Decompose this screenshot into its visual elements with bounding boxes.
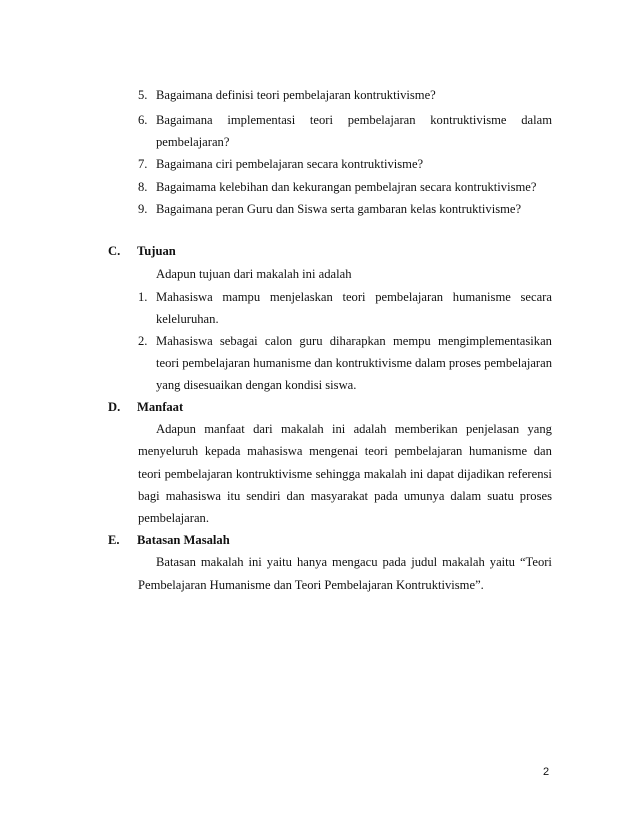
c-item-1-cont: keleluruhan.: [156, 312, 219, 326]
word: pembelajaran: [375, 290, 444, 304]
section-c-intro: Adapun tujuan dari makalah ini adalah: [156, 267, 352, 281]
list-item-9-number: 9.: [138, 202, 148, 216]
word: makalah: [363, 467, 407, 481]
section-d-label: D.: [108, 400, 121, 414]
word: hanya: [296, 555, 328, 569]
section-e-title: Batasan Masalah: [137, 533, 230, 547]
c-item-2-cont: yang disesuaikan dengan kondisi siswa.: [156, 378, 357, 392]
word: menjelaskan: [269, 290, 333, 304]
list-item-7-number: 7.: [138, 157, 148, 171]
word: yaitu: [489, 555, 515, 569]
word: pembelajaran: [394, 444, 463, 458]
word: pembelajaran: [182, 356, 251, 370]
d-paragraph-last: pembelajaran.: [138, 511, 209, 525]
word: proses: [448, 356, 482, 370]
list-item-8-number: 8.: [138, 180, 148, 194]
word: calon: [264, 334, 293, 348]
word: sendiri: [246, 489, 281, 503]
word: yang: [527, 422, 552, 436]
d-paragraph-line2: [138, 443, 552, 459]
list-item-9-text: Bagaimana peran Guru dan Siswa serta gambaran kelas kontruktivisme?: [156, 202, 522, 216]
list-item-8-text: Bagaimama kelebihan dan kekurangan pembelajran secara kontruktivisme?: [156, 180, 537, 194]
word: dalam: [414, 356, 446, 370]
word: sebagai: [219, 334, 258, 348]
word: teori: [342, 290, 366, 304]
word: Mahasiswa: [156, 334, 213, 348]
word: pada: [374, 489, 398, 503]
word: humanisme: [469, 444, 528, 458]
word: mengimplementasikan: [437, 334, 552, 348]
word: teori: [138, 467, 162, 481]
word: Batasan: [156, 555, 196, 569]
word: humanisme: [253, 356, 312, 370]
section-e-label: E.: [108, 533, 120, 547]
word: kontruktivisme: [235, 467, 313, 481]
word: mempu: [392, 334, 431, 348]
word: kontruktivisme: [335, 356, 412, 370]
word: adalah: [353, 422, 387, 436]
word: dalam: [450, 489, 482, 503]
word: ini: [248, 555, 262, 569]
word: Adapun: [156, 422, 196, 436]
word: makalah: [200, 555, 244, 569]
word: ini: [409, 467, 424, 481]
word: pembelajaran: [484, 356, 552, 370]
word: “Teori: [519, 555, 552, 569]
word: itu: [226, 489, 241, 503]
word: penjelasan: [466, 422, 520, 436]
list-item-6-line1: [156, 112, 552, 128]
c-item-1-number: 1.: [138, 290, 148, 304]
section-c-label: C.: [108, 244, 121, 258]
c-item-2-line2: [156, 355, 552, 371]
word: implementasi: [227, 113, 296, 127]
word: dalam: [521, 113, 552, 127]
word: dari: [253, 422, 273, 436]
d-paragraph-line3: [138, 466, 552, 482]
word: kepada: [204, 444, 241, 458]
page-number: 2: [543, 766, 550, 778]
word: kontruktivisme: [430, 113, 507, 127]
word: sehingga: [315, 467, 361, 481]
word: masyarakat: [310, 489, 369, 503]
c-item-2-number: 2.: [138, 334, 148, 348]
word: teori: [156, 356, 180, 370]
word: ini: [331, 422, 346, 436]
list-item-6-cont: pembelajaran?: [156, 135, 230, 149]
word: dan: [314, 356, 333, 370]
word: secara: [520, 290, 552, 304]
e-paragraph-line1: [156, 554, 552, 570]
word: dan: [533, 444, 552, 458]
word: pembelajaran: [164, 467, 233, 481]
word: dijadikan: [457, 467, 505, 481]
word: yaitu: [266, 555, 292, 569]
word: dan: [286, 489, 305, 503]
word: teori: [364, 444, 388, 458]
word: judul: [411, 555, 438, 569]
list-item-7-text: Bagaimana ciri pembelajaran secara kontruktivisme?: [156, 157, 424, 171]
word: teori: [309, 113, 334, 127]
word: memberikan: [394, 422, 458, 436]
word: pembelajaran: [347, 113, 416, 127]
word: dapat: [426, 467, 455, 481]
c-item-1-line1: [156, 289, 552, 305]
d-paragraph-line4: [138, 488, 552, 504]
word: proses: [519, 489, 552, 503]
c-item-2-line1: [156, 333, 552, 349]
list-text: Bagaimana definisi teori pembelajaran kontruktivisme?: [156, 88, 436, 102]
word: suatu: [487, 489, 514, 503]
word: makalah: [442, 555, 485, 569]
word: menyeluruh: [138, 444, 199, 458]
d-paragraph-line1: [156, 421, 552, 437]
word: Mahasiswa: [156, 290, 213, 304]
list-number: 5.: [138, 88, 148, 102]
word: diharapkan: [329, 334, 386, 348]
e-paragraph-last: Pembelajaran Humanisme dan Teori Pembelajaran Kontruktivisme”.: [138, 578, 484, 592]
word: guru: [299, 334, 323, 348]
word: humanisme: [452, 290, 511, 304]
word: manfaat: [204, 422, 245, 436]
word: makalah: [280, 422, 324, 436]
word: Bagaimana: [156, 113, 213, 127]
word: mengenai: [309, 444, 359, 458]
word: mahasiswa: [165, 489, 221, 503]
word: mahasiswa: [247, 444, 303, 458]
word: mengacu: [332, 555, 378, 569]
list-item-6-number: 6.: [138, 113, 148, 127]
word: referensi: [507, 467, 552, 481]
word: umunya: [403, 489, 445, 503]
word: mampu: [222, 290, 261, 304]
word: bagi: [138, 489, 160, 503]
section-d-title: Manfaat: [137, 400, 184, 414]
word: pada: [382, 555, 407, 569]
section-c-title: Tujuan: [137, 244, 176, 258]
